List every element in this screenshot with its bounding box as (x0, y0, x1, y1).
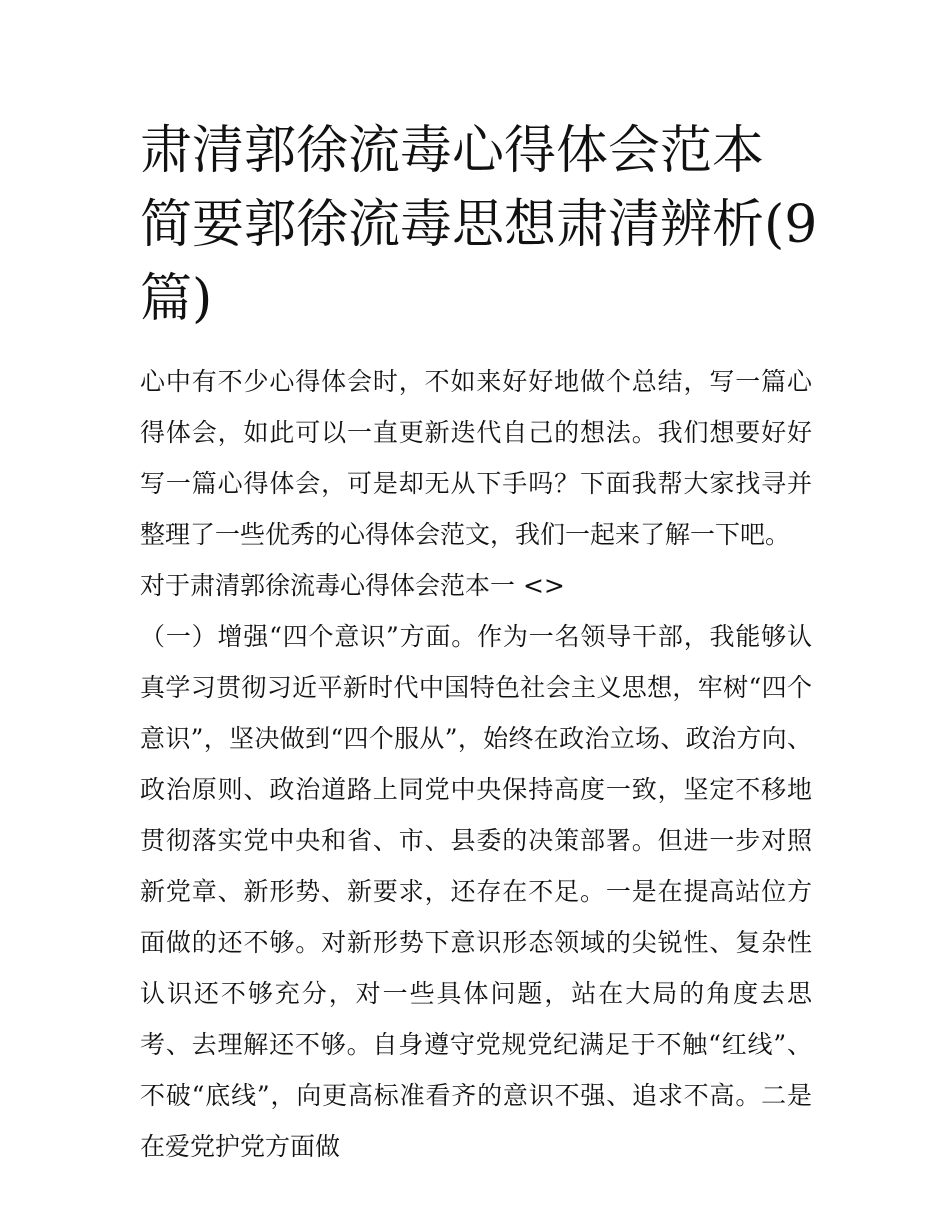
intro-paragraph: 心中有不少心得体会时，不如来好好地做个总结，写一篇心得体会，如此可以一直更新迭代自己的想法。我们想要好好写一篇心得体会，可是却无从下手吗？下面我帮大家找寻并整理了一些优秀的心得体会范文，我们一起来了解一下吧。 (140, 367, 812, 549)
document-body (140, 356, 812, 1172)
section-heading: 对于肃清郭徐流毒心得体会范本一 <> (140, 571, 565, 600)
document-title: 肃清郭徐流毒心得体会范本 简要郭徐流毒思想肃清辨析(9篇) (140, 121, 818, 329)
section-paragraph: （一）增强“四个意识”方面。作为一名领导干部，我能够认真学习贯彻习近平新时代中国特色社会主义思想，牢树“四个意识”，坚决做到“四个服从”，始终在政治立场、政治方向、政治原则、政治道路上同党中央保持高度一致，坚定不移地贯彻落实党中央和省、市、县委的决策部署。但进一步对照新党章、新形势、新要求，还存在不足。一是在提高站位方面做的还不够。对新形势下意识形态领域的尖锐性、复杂性认识还不够充分，对一些具体问题，站在大局的角度去思考、去理解还不够。自身遵守党规党纪满足于不触“红线”、不破“底线”，向更高标准看齐的意识不强、追求不高。二是在爱党护党方面做 (140, 622, 812, 1161)
